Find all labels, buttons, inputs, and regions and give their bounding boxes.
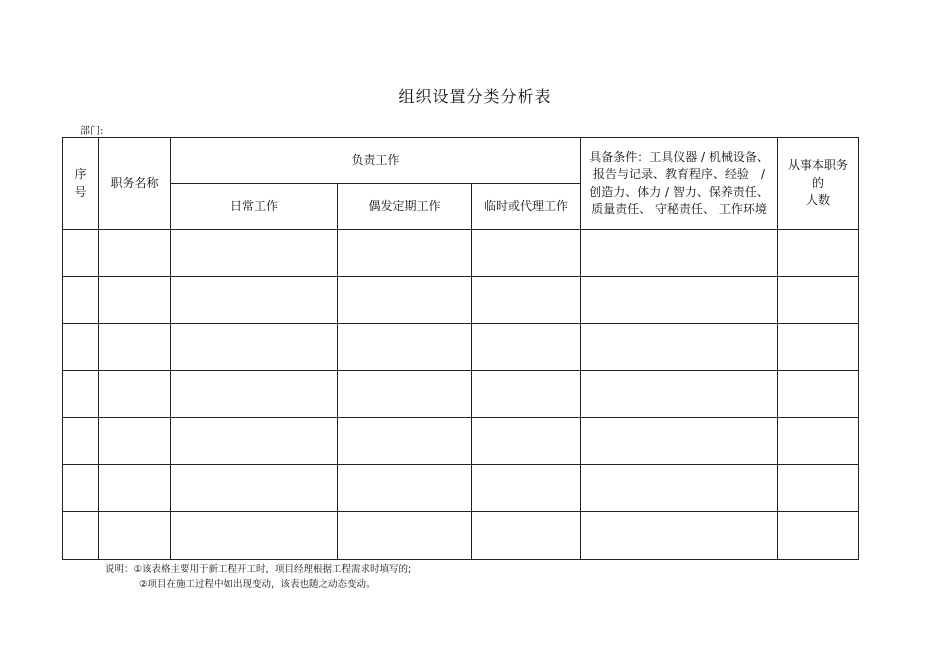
- note-line-2: ②项目在施工过程中如出现变动，该表也随之动态变动。: [139, 579, 376, 590]
- table-row: [63, 277, 859, 324]
- notes: [105, 562, 411, 592]
- table-cell[interactable]: [778, 465, 859, 512]
- table-cell[interactable]: [171, 230, 338, 277]
- table-cell[interactable]: [63, 324, 99, 371]
- table-cell[interactable]: [99, 371, 171, 418]
- classification-table: [62, 137, 859, 560]
- table-cell[interactable]: [171, 465, 338, 512]
- header-headcount: 从事本职务 的 人数: [778, 138, 859, 230]
- table-cell[interactable]: [581, 512, 778, 560]
- table-row: [63, 418, 859, 465]
- table-cell[interactable]: [472, 418, 581, 465]
- table-cell[interactable]: [99, 512, 171, 560]
- table-cell[interactable]: [63, 371, 99, 418]
- table-cell[interactable]: [63, 277, 99, 324]
- table-cell[interactable]: [581, 277, 778, 324]
- header-position: 职务名称: [99, 138, 171, 230]
- table-cell[interactable]: [99, 418, 171, 465]
- table-cell[interactable]: [338, 371, 472, 418]
- table-cell[interactable]: [581, 324, 778, 371]
- header-seq: 序 号: [63, 138, 99, 230]
- header-temporary: 临时或代理工作: [472, 184, 581, 230]
- table-cell[interactable]: [338, 465, 472, 512]
- table-cell[interactable]: [171, 418, 338, 465]
- table-cell[interactable]: [99, 324, 171, 371]
- table-cell[interactable]: [63, 512, 99, 560]
- table-cell[interactable]: [338, 230, 472, 277]
- table-row: [63, 230, 859, 277]
- header-occasional: 偶发定期工作: [338, 184, 472, 230]
- table-cell[interactable]: [778, 277, 859, 324]
- table-cell[interactable]: [472, 512, 581, 560]
- table-cell[interactable]: [581, 371, 778, 418]
- table-cell[interactable]: [338, 418, 472, 465]
- note-line-1: 说明：①该表格主要用于新工程开工时，项目经理根据工程需求时填写的;: [105, 564, 412, 575]
- header-daily: 日常工作: [171, 184, 338, 230]
- table-cell[interactable]: [99, 277, 171, 324]
- table-cell[interactable]: [338, 277, 472, 324]
- table-cell[interactable]: [778, 230, 859, 277]
- table-cell[interactable]: [99, 465, 171, 512]
- table-cell[interactable]: [63, 230, 99, 277]
- table-cell[interactable]: [171, 324, 338, 371]
- table-cell[interactable]: [99, 230, 171, 277]
- table-cell[interactable]: [472, 324, 581, 371]
- table-cell[interactable]: [63, 465, 99, 512]
- table-cell[interactable]: [472, 230, 581, 277]
- table-cell[interactable]: [171, 277, 338, 324]
- table-cell[interactable]: [472, 465, 581, 512]
- table-cell[interactable]: [63, 418, 99, 465]
- table-cell[interactable]: [472, 277, 581, 324]
- table-cell[interactable]: [171, 512, 338, 560]
- table-cell[interactable]: [581, 418, 778, 465]
- table-cell[interactable]: [778, 418, 859, 465]
- table-row: [63, 465, 859, 512]
- table-cell[interactable]: [171, 371, 338, 418]
- page-title: 组织设置分类分析表: [398, 87, 552, 106]
- department-label: 部门:: [80, 126, 104, 137]
- table-row: [63, 324, 859, 371]
- table-row: [63, 371, 859, 418]
- table-cell[interactable]: [581, 465, 778, 512]
- table-row: [63, 512, 859, 560]
- header-duty-group: 负责工作: [171, 138, 581, 184]
- table-cell[interactable]: [472, 371, 581, 418]
- table-cell[interactable]: [581, 230, 778, 277]
- table-cell[interactable]: [778, 371, 859, 418]
- table-cell[interactable]: [778, 324, 859, 371]
- header-requirements: 具备条件：工具仪器 / 机械设备、 报告与记录、教育程序、经验 / 创造力、体力 / 智力、保养责任、 质量责任、 守秘责任、 工作环境: [581, 138, 778, 230]
- table-cell[interactable]: [338, 512, 472, 560]
- table-cell[interactable]: [778, 512, 859, 560]
- table-cell[interactable]: [338, 324, 472, 371]
